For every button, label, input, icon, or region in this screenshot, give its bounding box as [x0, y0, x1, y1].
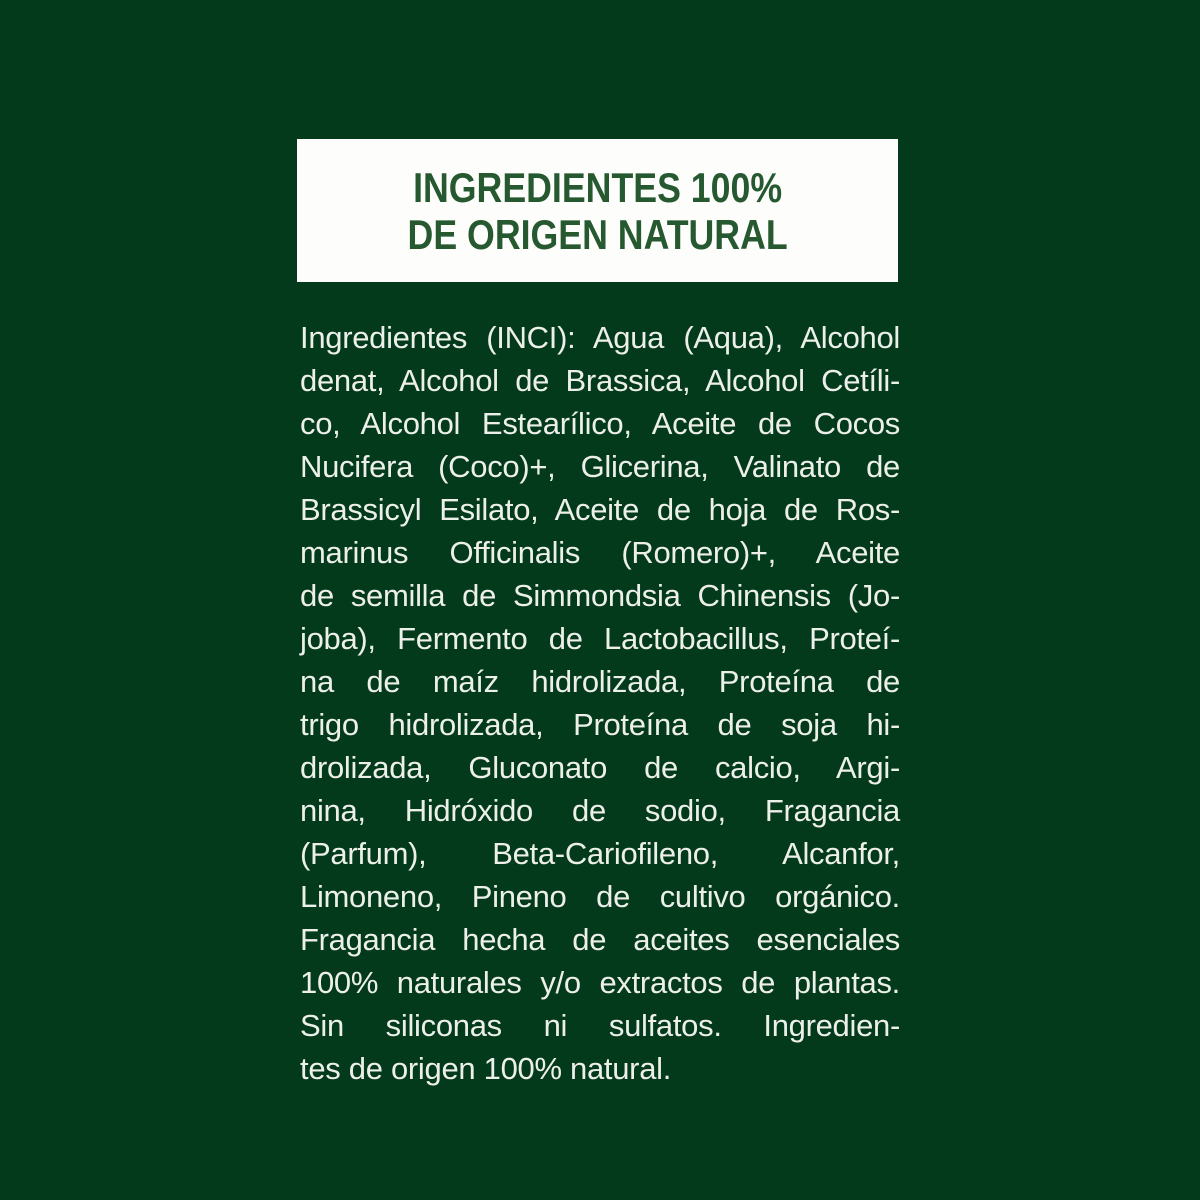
ingredients-line: Ingredientes (INCI): Agua (Aqua), Alcohol [300, 320, 900, 355]
header-box [297, 139, 898, 282]
ingredients-line: drolizada, Gluconato de calcio, Argi- [300, 750, 900, 785]
ingredients-line: 100% naturales y/o extractos de plantas. [300, 965, 900, 1000]
ingredients-line: na de maíz hidrolizada, Proteína de [300, 664, 900, 699]
ingredients-line: Nucifera (Coco)+, Glicerina, Valinato de [300, 449, 900, 484]
ingredients-line: nina, Hidróxido de sodio, Fragancia [300, 793, 900, 828]
ingredients-text-block [300, 316, 900, 1090]
ingredients-line: Fragancia hecha de aceites esenciales [300, 922, 900, 957]
header-line-1: INGREDIENTES 100% [412, 163, 783, 211]
ingredients-line: co, Alcohol Estearílico, Aceite de Cocos [300, 406, 900, 441]
ingredients-line: de semilla de Simmondsia Chinensis (Jo- [300, 578, 900, 613]
ingredients-line: trigo hidrolizada, Proteína de soja hi- [300, 707, 900, 742]
ingredients-line: tes de origen 100% natural. [300, 1051, 672, 1086]
header-title [407, 164, 787, 258]
header-line-2: DE ORIGEN NATURAL [407, 210, 788, 258]
ingredients-line: Brassicyl Esilato, Aceite de hoja de Ros- [300, 492, 900, 527]
ingredients-line: (Parfum), Beta-Cariofileno, Alcanfor, [300, 836, 900, 871]
ingredients-line: Sin siliconas ni sulfatos. Ingredien- [300, 1008, 900, 1043]
ingredients-line: marinus Officinalis (Romero)+, Aceite [300, 535, 900, 570]
ingredients-line: joba), Fermento de Lactobacillus, Proteí- [300, 621, 900, 656]
ingredients-line: Limoneno, Pineno de cultivo orgánico. [300, 879, 900, 914]
ingredients-line: denat, Alcohol de Brassica, Alcohol Cetíli- [300, 363, 900, 398]
